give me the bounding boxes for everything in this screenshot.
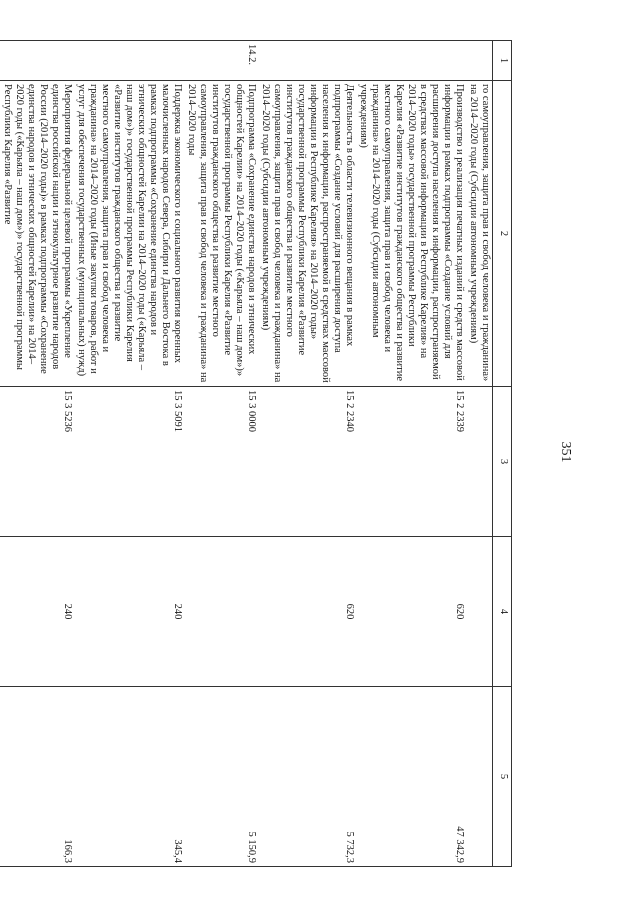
row-sum: [466, 687, 493, 867]
table-header-row: [493, 41, 512, 867]
table-row: [0, 41, 74, 867]
column-header-5: 5: [493, 687, 512, 867]
row-name: Поддержка экономического и социального развития коренных малочисленных народов Севера, Сибири и Дальнего Востока в рамках подпрограммы «Сохранение единства народов и этнических общностей Карелии на 2014–2020 годы («Карьяла – наш дом»)» государственной программы Республики Карелия «Развитие институтов гражданского общества и развитие местного самоуправления, защита прав и свобод человека и гражданина» на 2014–2020 годы (Иные закупки товаров, работ и услуг для обеспечения государственных (муниципальных) нужд): [74, 81, 184, 387]
row-type: 620: [258, 537, 356, 687]
row-sum: 47 342,9: [356, 687, 466, 867]
row-sum: 345,4: [74, 687, 184, 867]
row-sum: 166,3: [0, 687, 74, 867]
row-name: го самоуправления, защита прав и свобод человека и гражданина» на 2014–2020 годы (Субсидии автономным учреждениям): [466, 81, 493, 387]
column-header-2: 2: [493, 81, 512, 387]
row-code: 15 3 5091: [74, 387, 184, 537]
row-code: 15 3 5236: [0, 387, 74, 537]
row-number: [258, 41, 356, 81]
row-sum: 5 732,3: [258, 687, 356, 867]
rotated-table-container: [2, 40, 512, 866]
column-header-4: 4: [493, 537, 512, 687]
row-type: [184, 537, 258, 687]
row-type: 620: [356, 537, 466, 687]
row-sum: 5 150,9: [184, 687, 258, 867]
row-name: Подпрограмма «Сохранение единства народов и этнических общностей Карелии» на 2014–2020 годы («Карьяла – наш дом»)» государственной программы Республики Карелия «Развитие институтов гражданского общества и развитие местного самоуправления, защита прав и свобод человека и гражданина» на 2014–2020 годы: [184, 81, 258, 387]
table-row: [258, 41, 356, 867]
row-name: Производство и реализация печатных изданий и средств массовой информации в рамках подпрограммы «Создание условий для расширения доступа населения к информации, распространяемой в средствах массовой информации в Республике Карелия» на 2014–2020 годы» государственной программы Республики Карелия «Развитие институтов гражданского общества и развитие местного самоуправления, защита прав и свобод человека и гражданина» на 2014–2020 годы (Субсидии автономным учреждениям): [356, 81, 466, 387]
row-number: 14.2.: [184, 41, 258, 81]
page-number: 351: [558, 441, 573, 463]
row-type: 240: [74, 537, 184, 687]
table-row: [466, 41, 493, 867]
row-name: Мероприятия федеральной целевой программы «Укрепление единства российской нации и этнокультурное развитие народов России (2014–2020 годы)» в рамках подпрограммы «Сохранение единства народов и этнических общностей Карелии» на 2014–2020 годы («Карьяла – наш дом»)» государственной программы Республики Карелия «Развитие: [0, 81, 74, 387]
table-row: [356, 41, 466, 867]
row-number: [74, 41, 184, 81]
table-row: [184, 41, 258, 867]
row-name: Деятельность в области телевизионного вещания в рамках подпрограммы «Создание условий для расширения доступа населения к информации, распространяемой в средствах массовой информации в Республике Карелия» на 2014–2020 годы» государственной программы Республики Карелия «Развитие институтов гражданского общества и развитие местного самоуправления, защита прав и свобод человека и гражданина» на 2014–2020 годы (Субсидии автономным учреждениям): [258, 81, 356, 387]
row-number: [356, 41, 466, 81]
row-type: 240: [0, 537, 74, 687]
row-code: 15 2 2340: [258, 387, 356, 537]
row-number: [466, 41, 493, 81]
row-code: 15 2 2339: [356, 387, 466, 537]
row-code: [466, 387, 493, 537]
budget-table: [0, 40, 512, 867]
row-number: [0, 41, 74, 81]
table-row: [74, 41, 184, 867]
row-code: 15 3 0000: [184, 387, 258, 537]
column-header-3: 3: [493, 387, 512, 537]
column-header-1: 1: [493, 41, 512, 81]
row-type: [466, 537, 493, 687]
